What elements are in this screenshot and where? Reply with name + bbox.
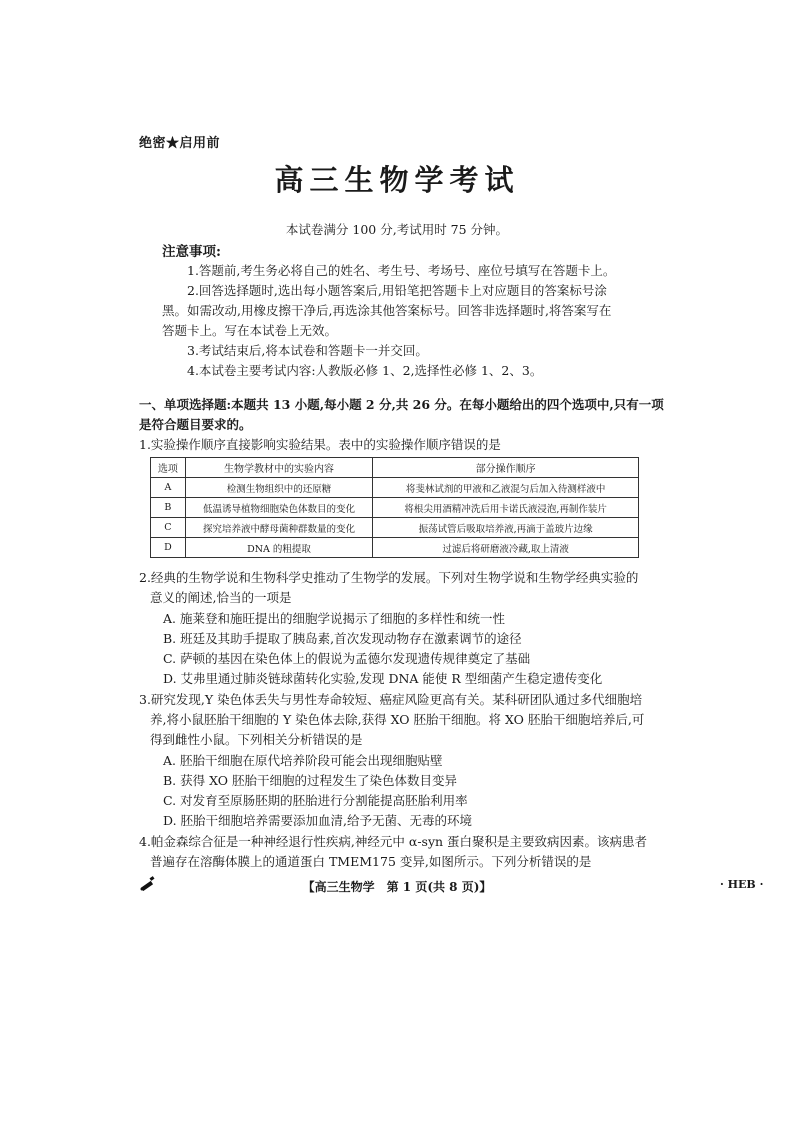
option: A. 胚胎干细胞在原代培养阶段可能会出现细胞贴壁 (163, 753, 443, 768)
question-stem: 2.经典的生物学说和生物科学史推动了生物学的发展。下列对生物学说和生物学经典实验的 (139, 570, 639, 585)
option: D. 胚胎干细胞培养需要添加血清,给予无菌、无毒的环境 (163, 813, 472, 828)
table-header: 生物学教材中的实验内容 (185, 458, 373, 478)
table-cell: 将根尖用酒精冲洗后用卡诺氏液浸泡,再制作装片 (373, 498, 639, 518)
table-cell: DNA 的粗提取 (185, 538, 373, 558)
table-cell: 过滤后将研磨液冷藏,取上清液 (373, 538, 639, 558)
table-cell: D (151, 538, 186, 558)
section-heading: 一、单项选择题:本题共 13 小题,每小题 2 分,共 26 分。在每小题给出的四个选项中,只有一项 (139, 397, 664, 412)
exam-title: 高三生物学考试 (274, 163, 520, 197)
table-row (151, 498, 639, 518)
table-cell: 探究培养液中酵母菌种群数量的变化 (185, 518, 373, 538)
table-cell: 振荡试管后吸取培养液,再滴于盖玻片边缘 (373, 518, 639, 538)
question-stem: 意义的阐述,恰当的一项是 (150, 590, 292, 605)
notice-line: 3.考试结束后,将本试卷和答题卡一并交回。 (187, 343, 428, 358)
table-row (151, 538, 639, 558)
table-cell: B (151, 498, 186, 518)
question-stem: 3.研究发现,Y 染色体丢失与男性寿命较短、癌症风险更高有关。某科研团队通过多代细胞培 (139, 692, 643, 707)
table-header: 部分操作顺序 (373, 458, 639, 478)
notice-line: 答题卡上。写在本试卷上无效。 (162, 323, 338, 338)
table-row (151, 518, 639, 538)
option: C. 萨顿的基因在染色体上的假说为孟德尔发现遗传规律奠定了基础 (163, 651, 531, 666)
notice-line: 4.本试卷主要考试内容:人教版必修 1、2,选择性必修 1、2、3。 (187, 363, 543, 378)
question-stem: 1.实验操作顺序直接影响实验结果。表中的实验操作顺序错误的是 (139, 437, 501, 452)
option: C. 对发育至原肠胚期的胚胎进行分割能提高胚胎利用率 (163, 793, 468, 808)
footer-code: · HEB · (720, 878, 764, 891)
notice-heading: 注意事项: (162, 244, 221, 260)
secret-label: 绝密★启用前 (139, 136, 221, 151)
table-row (151, 478, 639, 498)
table-cell: 将斐林试剂的甲液和乙液混匀后加入待测样液中 (373, 478, 639, 498)
notice-line: 2.回答选择题时,选出每小题答案后,用铅笔把答题卡上对应题目的答案标号涂 (187, 283, 607, 298)
operations-table (150, 457, 639, 558)
option: A. 施莱登和施旺提出的细胞学说揭示了细胞的多样性和统一性 (163, 611, 505, 626)
table-header-row (151, 458, 639, 478)
exam-subtitle: 本试卷满分 100 分,考试用时 75 分钟。 (285, 222, 509, 237)
question-stem: 养,将小鼠胚胎干细胞的 Y 染色体去除,获得 XO 胚胎干细胞。将 XO 胚胎干细胞培养后,可 (150, 712, 645, 727)
table-cell: A (151, 478, 186, 498)
notice-line: 黑。如需改动,用橡皮擦干净后,再选涂其他答案标号。回答非选择题时,将答案写在 (162, 303, 612, 318)
table-header: 选项 (151, 458, 186, 478)
table-cell: 低温诱导植物细胞染色体数目的变化 (185, 498, 373, 518)
section-heading: 是符合题目要求的。 (139, 417, 252, 432)
page-footer: 【高三生物学 第 1 页(共 8 页)】 (302, 880, 492, 894)
table-cell: C (151, 518, 186, 538)
question-stem: 普遍存在溶酶体膜上的通道蛋白 TMEM175 变异,如图所示。下列分析错误的是 (150, 854, 592, 869)
option: B. 班廷及其助手提取了胰岛素,首次发现动物存在激素调节的途径 (163, 631, 522, 646)
option: D. 艾弗里通过肺炎链球菌转化实验,发现 DNA 能使 R 型细菌产生稳定遗传变化 (163, 671, 603, 686)
table-cell: 检测生物组织中的还原糖 (185, 478, 373, 498)
question-stem: 得到雌性小鼠。下列相关分析错误的是 (150, 732, 363, 747)
option: B. 获得 XO 胚胎干细胞的过程发生了染色体数目变异 (163, 773, 458, 788)
question-stem: 4.帕金森综合征是一种神经退行性疾病,神经元中 α-syn 蛋白聚积是主要致病因素。该病患者 (139, 834, 648, 849)
notice-line: 1.答题前,考生务必将自己的姓名、考生号、考场号、座位号填写在答题卡上。 (187, 263, 616, 278)
